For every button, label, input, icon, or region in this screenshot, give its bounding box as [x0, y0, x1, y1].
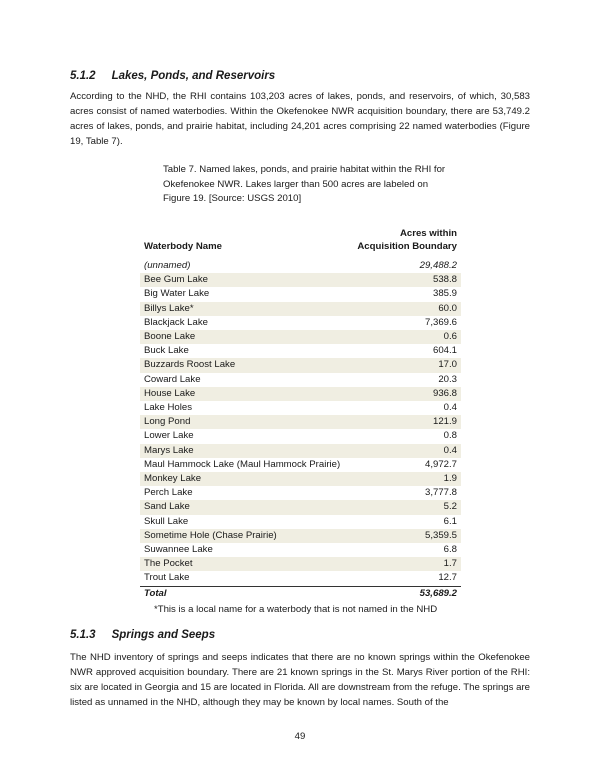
acres-cell: 0.8	[443, 430, 457, 442]
waterbody-name-cell: Skull Lake	[144, 515, 189, 527]
section-title: Lakes, Ponds, and Reservoirs	[111, 70, 276, 82]
section-heading-lakes	[70, 70, 275, 82]
acres-cell: 385.9	[432, 288, 457, 300]
waterbody-name-cell: (unnamed)	[140, 258, 344, 274]
waterbody-name-cell: Buck Lake	[144, 345, 189, 357]
table-row	[140, 373, 461, 387]
waterbody-name-cell: Trout Lake	[144, 572, 190, 584]
acres-cell: 60.0	[344, 302, 461, 316]
acres-cell: 5.2	[344, 500, 461, 514]
acres-cell: 17.0	[344, 358, 461, 372]
waterbody-name-cell: Sand Lake	[140, 500, 344, 514]
table-footnote: *This is a local name for a waterbody that is not named in the NHD	[154, 604, 438, 615]
waterbody-table	[140, 227, 461, 601]
section-title: Springs and Seeps	[111, 629, 216, 641]
table-row	[140, 557, 461, 571]
acres-cell: 0.4	[443, 402, 457, 414]
table-row	[140, 387, 461, 401]
waterbody-name-cell: Sometime Hole (Chase Prairie)	[140, 529, 344, 543]
acres-cell: 0.6	[344, 330, 461, 344]
table-row	[140, 444, 461, 458]
springs-paragraph: The NHD inventory of springs and seeps indicates that there are no known springs within the Okefenokee NWR approved acquisition boundary. There are 21 known springs in the St. Marys River portion of the RHI: six are located in Georgia and 15 are located in Florida. All are downstream from the refuge. The springs are listed as unnamed in the NHD, although they may be known by local names. South of the	[70, 652, 530, 708]
waterbody-name-cell: Coward Lake	[144, 373, 201, 385]
table-row	[140, 529, 461, 543]
acres-cell: 7,369.6	[424, 316, 457, 328]
table-caption: Table 7. Named lakes, ponds, and prairie habitat within the RHI for Okefenokee NWR. Lakes larger than 500 acres are labeled on Figure 19. [Source: USGS 2010]	[163, 164, 446, 204]
table-row	[140, 344, 461, 358]
acres-cell: 29,488.2	[344, 258, 461, 274]
page-number: 49	[294, 731, 306, 742]
table-row	[140, 401, 461, 415]
table-row	[140, 458, 461, 472]
table-row	[140, 415, 461, 429]
table-row	[140, 500, 461, 514]
table-row	[140, 515, 461, 529]
section-heading-springs	[70, 629, 215, 641]
acres-cell: 20.3	[438, 373, 457, 385]
waterbody-name-cell: House Lake	[140, 387, 344, 401]
waterbody-name-cell: Maul Hammock Lake (Maul Hammock Prairie)	[144, 458, 341, 470]
acres-cell: 5,359.5	[344, 529, 461, 543]
acres-cell: 538.8	[344, 273, 461, 287]
acres-cell: 6.1	[443, 515, 457, 527]
table-body	[140, 258, 461, 601]
waterbody-name-cell: Lake Holes	[144, 402, 192, 414]
table-row	[140, 273, 461, 287]
acres-cell: 4,972.7	[424, 458, 457, 470]
total-value: 53,689.2	[344, 586, 461, 601]
acres-cell: 6.8	[443, 544, 457, 556]
table-header-row	[140, 227, 461, 258]
table-row	[140, 486, 461, 500]
table-row	[140, 316, 461, 330]
acres-cell: 604.1	[432, 345, 457, 357]
table-row	[140, 302, 461, 316]
table-row	[140, 358, 461, 372]
acres-cell: 0.4	[344, 444, 461, 458]
acres-cell: 1.9	[344, 472, 461, 486]
table-row	[140, 543, 461, 557]
section-number: 5.1.2	[70, 70, 96, 82]
table-row	[140, 287, 461, 301]
waterbody-name-cell: Monkey Lake	[140, 472, 344, 486]
acres-cell: 1.7	[344, 557, 461, 571]
waterbody-name-cell: The Pocket	[140, 557, 344, 571]
table-total-row	[140, 586, 461, 601]
section-number: 5.1.3	[70, 629, 96, 641]
header-waterbody-name: Waterbody Name	[140, 227, 344, 258]
waterbody-name-cell: Big Water Lake	[144, 288, 210, 300]
waterbody-name-cell: Suwannee Lake	[144, 544, 213, 556]
waterbody-name-cell: Billys Lake*	[140, 302, 344, 316]
lakes-paragraph: According to the NHD, the RHI contains 103,203 acres of lakes, ponds, and reservoirs, of which, 30,583 acres consist of named waterbodies. Within the Okefenokee NWR acquisition boundary, there are 53,749.2 acres of lakes, ponds, and prairie habitat, including 24,201 acres comprising 22 named waterbodies (Figure 19, Table 7).	[70, 91, 530, 147]
waterbody-name-cell: Bee Gum Lake	[140, 273, 344, 287]
waterbody-name-cell: Long Pond	[140, 415, 344, 429]
acres-cell: 936.8	[344, 387, 461, 401]
acres-cell: 121.9	[344, 415, 461, 429]
waterbody-name-cell: Buzzards Roost Lake	[140, 358, 344, 372]
table-row	[140, 472, 461, 486]
table-row	[140, 330, 461, 344]
table-row	[140, 258, 461, 274]
acres-cell: 3,777.8	[424, 487, 457, 499]
waterbody-name-cell: Boone Lake	[140, 330, 344, 344]
table-row	[140, 571, 461, 586]
acres-cell: 12.7	[438, 572, 457, 584]
total-label: Total	[140, 586, 344, 601]
waterbody-name-cell: Blackjack Lake	[144, 316, 208, 328]
waterbody-name-cell: Marys Lake	[140, 444, 344, 458]
header-acres: Acres within Acquisition Boundary	[344, 227, 461, 258]
waterbody-name-cell: Perch Lake	[144, 487, 193, 499]
waterbody-name-cell: Lower Lake	[144, 430, 194, 442]
table-row	[140, 429, 461, 443]
